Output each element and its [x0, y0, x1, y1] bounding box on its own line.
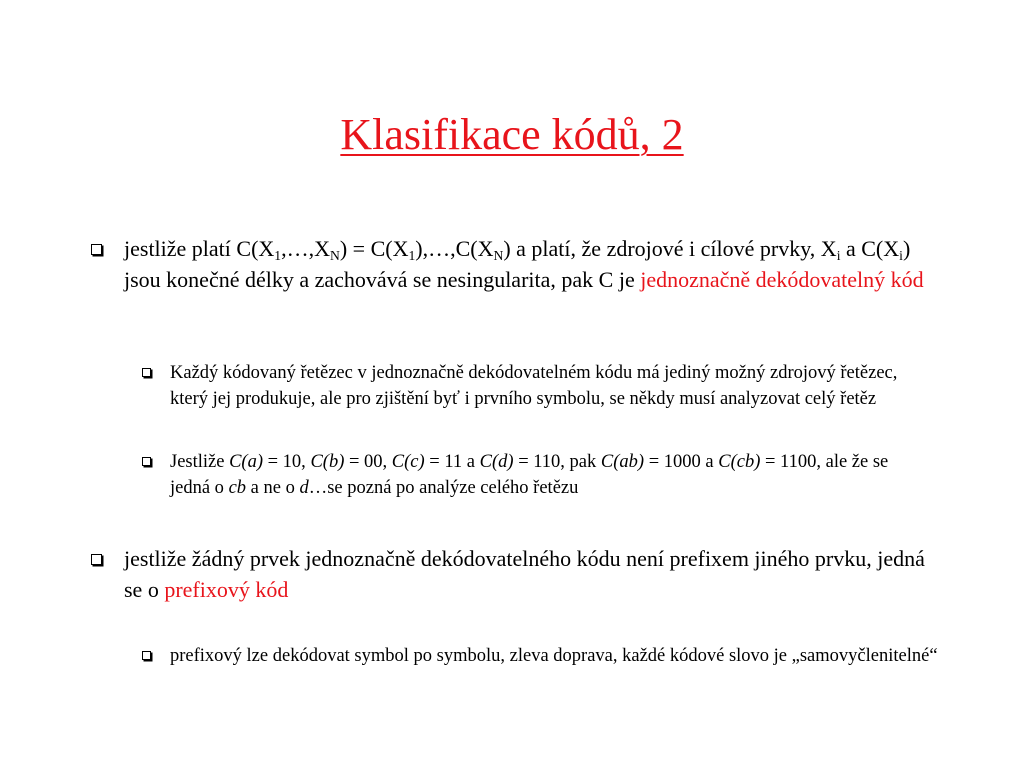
highlight-term: jednoznačně dekódovatelný kód — [640, 267, 924, 292]
slide-title: Klasifikace kódů, 2 — [340, 110, 684, 159]
sub-bullet-1a: Každý kódovaný řetězec v jednoznačně dekódovatelném kódu má jediný možný zdrojový řetězec, který jej produkuje, ale pro zjištění byť i prvního symbolu, se někdy musí analyzovat celý řetěz — [170, 360, 930, 412]
sub-bullet-2a: prefixový lze dekódovat symbol po symbolu, zleva doprava, každé kódové slovo je „samovyčlenitelné“ — [170, 643, 940, 669]
square-bullet-icon — [142, 651, 151, 660]
highlight-term: prefixový kód — [164, 577, 289, 602]
square-bullet-icon — [91, 244, 102, 255]
square-bullet-icon — [91, 554, 102, 565]
bullet-1: jestliže platí $C(X_1,\dots,X_N)$ = $C(X_1),\dots,C(X_N)$ a platí, že zdrojové i cílové prvky, $X_i$ a $C(X_i)$ jsou konečné délky a zachovává se nesingularita, pak C je jednoznačně dekódovatelný kód — [124, 233, 944, 295]
square-bullet-icon — [142, 368, 151, 377]
sub-bullet-1b: Jestliže C(a) = 10, C(b) = 00, C(c) = 11 a C(d) = 110, pak C(ab) = 1000 a C(cb) = 1100, ale že se jedná o cb a ne o d…se pozná po analýze celého řetězu — [170, 449, 930, 501]
square-bullet-icon — [142, 457, 151, 466]
bullet-2: jestliže žádný prvek jednoznačně dekódovatelného kódu není prefixem jiného prvku, jedná se o prefixový kód — [124, 543, 944, 605]
